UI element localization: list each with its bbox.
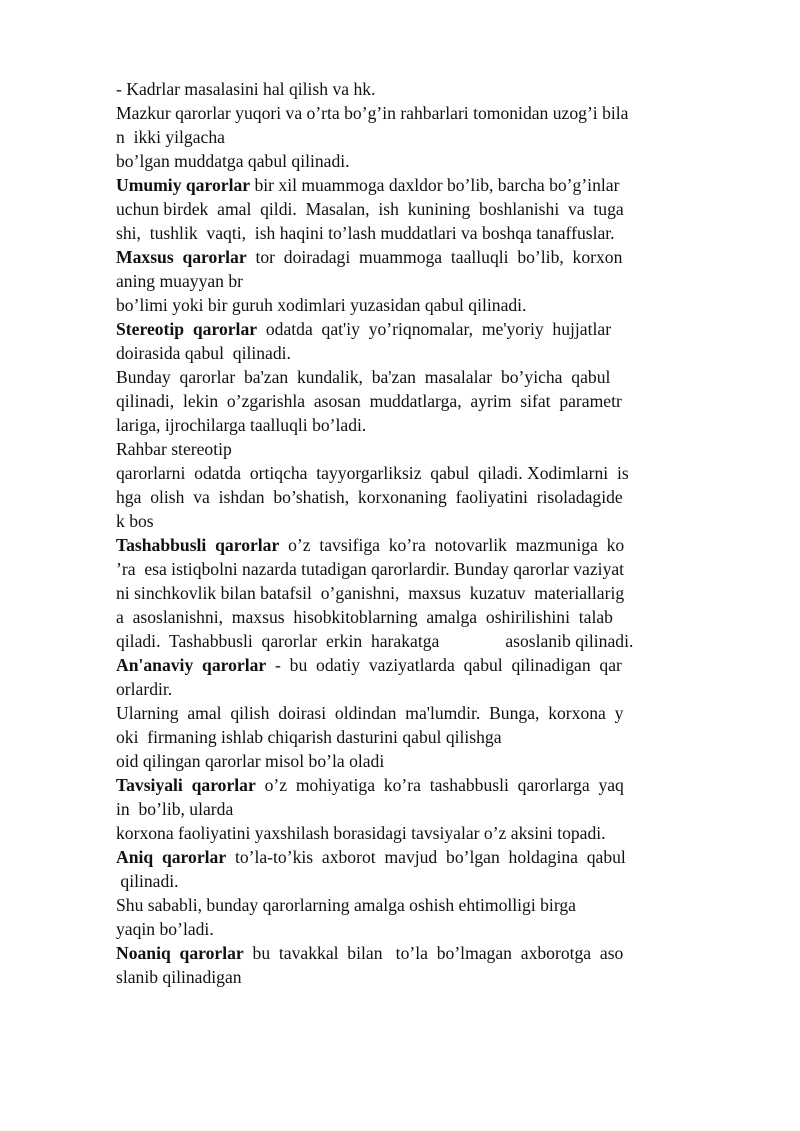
text-line: qarorlarni odatda ortiqcha tayyorgarliksiz qabul qiladi. Xodimlarni is: [116, 463, 629, 483]
text-line: qilinadi.: [116, 871, 179, 891]
text-line: qilinadi, lekin o’zgarishla asosan muddatlarga, ayrim sifat parametr: [116, 391, 622, 411]
term-description: o’z mohiyatiga ko’ra tashabbusli qarorlarga yaq: [255, 775, 624, 795]
text-line: - Kadrlar masalasini hal qilish va hk.: [116, 79, 376, 99]
text-line: slanib qilinadigan: [116, 967, 242, 987]
text-line: bo’lgan muddatga qabul qilinadi.: [116, 151, 350, 171]
text-line: orlardir.: [116, 679, 173, 699]
text-line: Rahbar stereotip: [116, 439, 232, 459]
text-line: hga olish va ishdan bo’shatish, korxonaning faoliyatini risoladagide: [116, 487, 623, 507]
text-line: lariga, ijrochilarga taalluqli bo’ladi.: [116, 415, 367, 435]
text-line: [116, 246, 622, 270]
text-line: [116, 846, 626, 870]
term-description: bir xil muammoga daxldor bo’lib, barcha bo’g’inlar: [250, 175, 620, 195]
term-ananaviy: An'anaviy qarorlar: [116, 655, 267, 675]
text-line: Shu sababli, bunday qarorlarning amalga oshish ehtimolligi birga: [116, 895, 576, 915]
term-description: to’la-to’kis axborot mavjud bo’lgan holdagina qabul: [226, 847, 626, 867]
text-line: oki firmaning ishlab chiqarish dasturini qabul qilishga: [116, 727, 502, 747]
text-line: k bos: [116, 511, 154, 531]
text-line: [116, 942, 623, 966]
text-line: Ularning amal qilish doirasi oldindan ma'lumdir. Bunga, korxona y: [116, 703, 624, 723]
text-line: uchun birdek amal qildi. Masalan, ish kunining boshlanishi va tuga: [116, 199, 624, 219]
text-line: n ikki yilgacha: [116, 127, 225, 147]
term-description: tor doiradagi muammoga taalluqli bo’lib, korxon: [246, 247, 623, 267]
text-line: doirasida qabul qilinadi.: [116, 343, 291, 363]
text-line: in bo’lib, ularda: [116, 799, 234, 819]
text-line: korxona faoliyatini yaxshilash borasidagi tavsiyalar o’z aksini topadi.: [116, 823, 606, 843]
term-description: - bu odatiy vaziyatlarda qabul qilinadigan qar: [266, 655, 622, 675]
text-line: [116, 774, 624, 798]
text-line: [116, 318, 611, 342]
term-umumiy: Umumiy qarorlar: [116, 175, 251, 195]
text-line: aning muayyan br: [116, 271, 244, 291]
text-line: [116, 534, 624, 558]
text-segment: qiladi. Tashabbusli qarorlar erkin harakatga: [116, 631, 440, 651]
term-noaniq: Noaniq qarorlar: [116, 943, 244, 963]
text-line: Mazkur qarorlar yuqori va o’rta bo’g’in rahbarlari tomonidan uzog’i bila: [116, 103, 629, 123]
term-description: o’z tavsifiga ko’ra notovarlik mazmuniga ko: [279, 535, 625, 555]
text-line: oid qilingan qarorlar misol bo’la oladi: [116, 751, 385, 771]
text-line: [116, 654, 622, 678]
term-description: odatda qat'iy yo’riqnomalar, me'yoriy hujjatlar: [257, 319, 612, 339]
term-aniq: Aniq qarorlar: [116, 847, 227, 867]
text-segment: asoslanib qilinadi.: [505, 631, 634, 651]
text-line: a asoslanishni, maxsus hisobkitoblarning amalga oshirilishini talab: [116, 607, 613, 627]
text-line: [116, 174, 619, 198]
text-line: ’ra esa istiqbolni nazarda tutadigan qarorlardir. Bunday qarorlar vaziyat: [116, 559, 625, 579]
term-tashabbusli: Tashabbusli qarorlar: [116, 535, 280, 555]
text-line: shi, tushlik vaqti, ish haqini to’lash muddatlari va boshqa tanaffuslar.: [116, 223, 615, 243]
term-description: bu tavakkal bilan to’la bo’lmagan axborotga aso: [243, 943, 624, 963]
text-line: yaqin bo’ladi.: [116, 919, 214, 939]
term-tavsiyali: Tavsiyali qarorlar: [116, 775, 256, 795]
text-line: Bunday qarorlar ba'zan kundalik, ba'zan masalalar bo’yicha qabul: [116, 367, 611, 387]
text-line: bo’limi yoki bir guruh xodimlari yuzasidan qabul qilinadi.: [116, 295, 527, 315]
term-maxsus: Maxsus qarorlar: [116, 247, 247, 267]
term-stereotip: Stereotip qarorlar: [116, 319, 258, 339]
text-line: [116, 630, 633, 654]
text-line: ni sinchkovlik bilan batafsil o’ganishni, maxsus kuzatuv materiallarig: [116, 583, 625, 603]
